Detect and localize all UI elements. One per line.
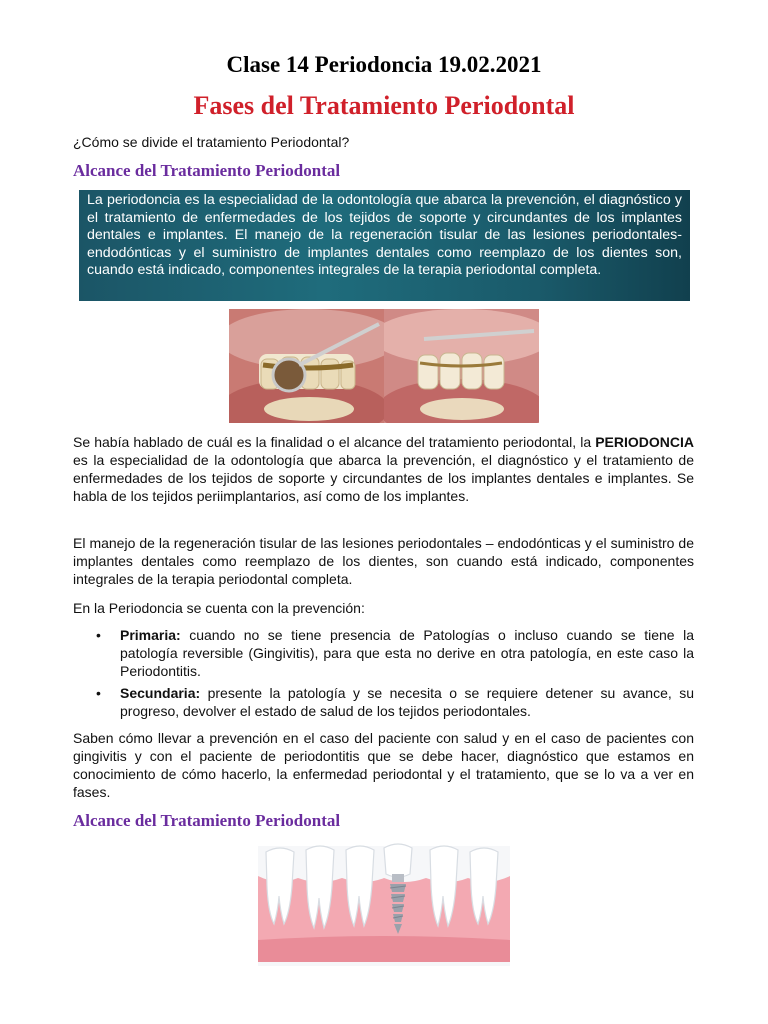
section-heading-scope-2: Alcance del Tratamiento Periodontal: [73, 811, 341, 830]
document-subtitle: Fases del Tratamiento Periodontal: [193, 91, 575, 120]
paragraph-periodoncia: [73, 433, 694, 505]
paragraph-prevencion: En la Periodoncia se cuenta con la prevención:: [73, 600, 365, 616]
paragraph-text: Se había hablado de cuál es la finalidad o el alcance del tratamiento periodontal, la: [73, 434, 596, 450]
list-item-text: cuando no se tiene presencia de Patologías o incluso cuando se tiene la patología reversible (Gingivitis), para que esta no derive en otra patología, en este caso la Periodontitis.: [120, 627, 694, 679]
banner-text: La periodoncia es la especialidad de la odontología que abarca la prevención, el diagnóstico y el tratamiento de enfermedades de los tejidos de soporte y circundantes de los implantes dentales e implantes. El manejo de la regeneración tisular de las lesiones periodontales-endodónticas y el suministro de implantes dentales como reemplazo de los dientes son, cuando está indicado, componentes integrales de la terapia periodontal completa.: [87, 192, 682, 279]
bullet-icon: •: [96, 685, 101, 701]
bullet-icon: •: [96, 627, 101, 643]
intro-question: ¿Cómo se divide el tratamiento Periodontal?: [73, 134, 350, 150]
paragraph-text: es la especialidad de la odontología que abarca la prevención, el diagnóstico y el tratamiento de enfermedades de los tejidos de soporte y circundantes de los implantes dentales e implantes. Se habla de los tejidos periimplantarios, así como de los implantes.: [73, 452, 694, 504]
list-item-label: Primaria:: [120, 627, 181, 643]
term-periodoncia: PERIODONCIA: [595, 434, 694, 450]
list-item-text: presente la patología y se necesita o se requiere detener su avance, su progreso, devolver el estado de salud de los tejidos periodontales.: [120, 685, 694, 719]
paragraph-regeneracion: El manejo de la regeneración tisular de las lesiones periodontales – endodónticas y el suministro de implantes dentales como reemplazo de los dientes, son cuando está indicado, componentes integrales de la terapia periodontal completa.: [73, 535, 694, 587]
paragraph-fases: Saben cómo llevar a prevención en el caso del paciente con salud y en el caso de pacientes con gingivitis y con el paciente de periodontitis que se debe hacer, diagnóstico que estamos en conocimiento de cómo hacerlo, la enfermedad periodontal y el tratamiento, que se lo va a ver en fases.: [73, 730, 694, 800]
dental-mirror-photo-left: [229, 309, 384, 423]
dental-photos: [229, 309, 539, 423]
list-item: [96, 684, 694, 720]
section-heading-scope: Alcance del Tratamiento Periodontal: [73, 161, 341, 180]
list-item-label: Secundaria:: [120, 685, 201, 701]
dental-mirror-photo-right: [384, 309, 539, 423]
list-item: [96, 626, 694, 680]
document-title: Clase 14 Periodoncia 19.02.2021: [226, 52, 542, 77]
definition-banner: [79, 190, 690, 301]
teeth-implant-illustration: [258, 840, 510, 972]
